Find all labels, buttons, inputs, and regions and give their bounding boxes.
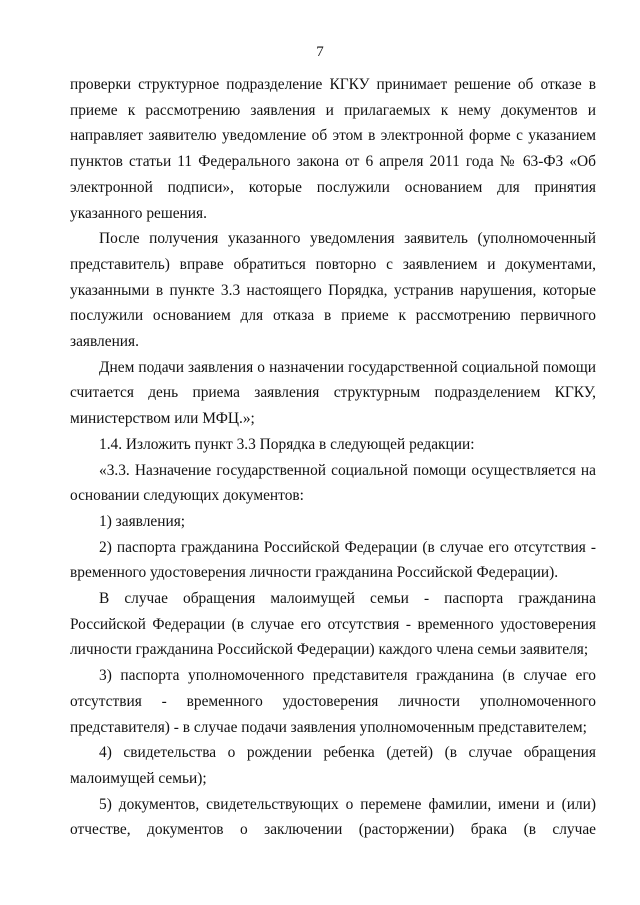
list-item-5: 5) документов, свидетельствующих о перемене фамилии, имени и (или) отчестве, документов о заключении (расторжении) брака (в случае xyxy=(70,795,596,839)
paragraph-application-date: Днем подачи заявления о назначении государственной социальной помощи считается день приема заявления структурным подразделением КГКУ, министерством или МФЦ.»; xyxy=(70,358,596,428)
paragraph-amendment-1-4: 1.4. Изложить пункт 3.3 Порядка в следующей редакции: xyxy=(99,435,475,453)
list-item-3: 3) паспорта уполномоченного представителя гражданина (в случае его отсутствия - временного удостоверения личности уполномоченного представителя) - в случае подачи заявления уполномоченным представителем; xyxy=(70,667,596,736)
document-body xyxy=(70,72,596,843)
paragraph-clause-3-3: «3.3. Назначение государственной социальной помощи осуществляется на основании следующих документов: xyxy=(70,461,596,505)
paragraph-repeat-application: После получения указанного уведомления заявитель (уполномоченный представитель) вправе обратиться повторно с заявлением и документами, указанными в пункте 3.3 настоящего Порядка, устранив нарушения, которые послужили основанием для отказа в приеме к рассмотрению первичного заявления. xyxy=(70,230,596,351)
page-number: 7 xyxy=(316,44,324,60)
list-item-4: 4) свидетельства о рождении ребенка (детей) (в случае обращения малоимущей семьи); xyxy=(70,744,596,787)
list-item-1: 1) заявления; xyxy=(99,512,186,530)
paragraph-low-income-family: В случае обращения малоимущей семьи - паспорта гражданина Российской Федерации (в случае его отсутствия - временного удостоверения личности гражданина Российской Федерации) каждого члена семьи заявителя; xyxy=(70,590,596,659)
list-item-2: 2) паспорта гражданина Российской Федерации (в случае его отсутствия - временного удостоверения личности гражданина Российской Федерации). xyxy=(70,538,596,582)
paragraph-refusal-notice: проверки структурное подразделение КГКУ принимает решение об отказе в приеме к рассмотрению заявления и прилагаемых к нему документов и направляет заявителю уведомление об этом в электронной форме с указанием пунктов статьи 11 Федерального закона от 6 апреля 2011 года № 63-ФЗ «Об электронной подписи», которые послужили основанием для принятия указанного решения. xyxy=(70,76,596,222)
